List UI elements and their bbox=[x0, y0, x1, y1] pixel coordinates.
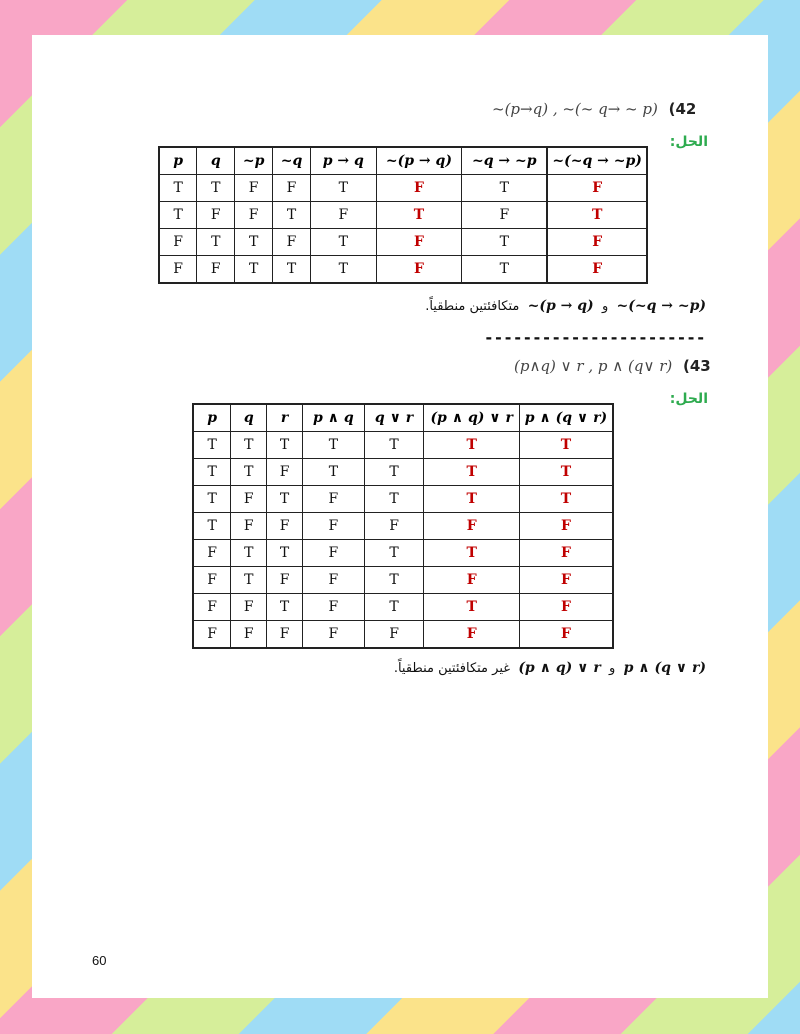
table-cell: T bbox=[231, 540, 267, 567]
table-row bbox=[193, 432, 613, 459]
table-cell: F bbox=[267, 621, 303, 649]
column-header: q bbox=[197, 147, 235, 175]
table-cell: T bbox=[462, 256, 548, 284]
table-cell: F bbox=[376, 229, 462, 256]
table-cell: F bbox=[303, 486, 365, 513]
conclusion-43-and: و bbox=[609, 661, 616, 676]
table-row bbox=[193, 621, 613, 649]
table-cell: F bbox=[159, 256, 197, 284]
table-cell: F bbox=[303, 567, 365, 594]
table-cell: F bbox=[303, 540, 365, 567]
problem-43-solution-label: الحل: bbox=[669, 391, 708, 407]
page-number: 60 bbox=[92, 953, 107, 968]
table-cell: T bbox=[159, 202, 197, 229]
table-cell: F bbox=[267, 567, 303, 594]
column-header: ~p bbox=[235, 147, 273, 175]
table-cell: T bbox=[364, 459, 424, 486]
table-cell: T bbox=[303, 432, 365, 459]
table-cell: T bbox=[376, 202, 462, 229]
column-header: q bbox=[231, 404, 267, 432]
table-cell: T bbox=[193, 486, 231, 513]
table-cell: T bbox=[424, 594, 520, 621]
table-row bbox=[193, 567, 613, 594]
table-cell: T bbox=[519, 459, 613, 486]
table-cell: T bbox=[273, 202, 311, 229]
table-cell: F bbox=[519, 594, 613, 621]
table-row bbox=[159, 175, 647, 202]
table-cell: T bbox=[193, 459, 231, 486]
table-cell: T bbox=[364, 432, 424, 459]
table-cell: F bbox=[519, 567, 613, 594]
table-cell: F bbox=[376, 175, 462, 202]
table-cell: T bbox=[197, 229, 235, 256]
column-header: r bbox=[267, 404, 303, 432]
table-cell: T bbox=[424, 432, 520, 459]
table-cell: F bbox=[364, 621, 424, 649]
table-cell: T bbox=[235, 256, 273, 284]
table-cell: T bbox=[424, 540, 520, 567]
table-cell: T bbox=[197, 175, 235, 202]
table-cell: F bbox=[193, 540, 231, 567]
table-cell: F bbox=[303, 594, 365, 621]
table-cell: T bbox=[231, 567, 267, 594]
table-cell: T bbox=[310, 175, 376, 202]
column-header: q ∨ r bbox=[364, 404, 424, 432]
table-cell: T bbox=[364, 540, 424, 567]
table-cell: F bbox=[547, 229, 647, 256]
table-row bbox=[159, 229, 647, 256]
conclusion-43-text: غير متكافئتين منطقياً. bbox=[393, 661, 511, 676]
table-cell: F bbox=[376, 256, 462, 284]
table-cell: F bbox=[231, 513, 267, 540]
table-cell: F bbox=[231, 594, 267, 621]
table-cell: T bbox=[519, 432, 613, 459]
table-cell: T bbox=[267, 540, 303, 567]
table-cell: F bbox=[424, 567, 520, 594]
table-cell: F bbox=[462, 202, 548, 229]
table-cell: T bbox=[231, 432, 267, 459]
problem-42-expression: ~(p→q) , ~(~ q→ ~ p) bbox=[492, 100, 658, 118]
table-cell: F bbox=[193, 621, 231, 649]
conclusion-42-text: متكافئتين منطقياً. bbox=[425, 299, 520, 314]
table-row bbox=[159, 202, 647, 229]
table-cell: T bbox=[547, 202, 647, 229]
table-cell: T bbox=[310, 256, 376, 284]
section-divider: ----------------------- bbox=[484, 328, 706, 347]
problem-43-conclusion bbox=[360, 660, 706, 676]
table-cell: F bbox=[424, 513, 520, 540]
column-header: p ∧ (q ∨ r) bbox=[519, 404, 613, 432]
table-cell: F bbox=[547, 256, 647, 284]
table-cell: F bbox=[197, 256, 235, 284]
table-cell: T bbox=[364, 486, 424, 513]
table-row bbox=[193, 540, 613, 567]
table-cell: F bbox=[519, 621, 613, 649]
table-cell: F bbox=[159, 229, 197, 256]
table-cell: T bbox=[519, 486, 613, 513]
table-cell: F bbox=[303, 513, 365, 540]
problem-42-heading bbox=[492, 100, 696, 118]
column-header: p bbox=[159, 147, 197, 175]
table-cell: F bbox=[273, 175, 311, 202]
column-header: p → q bbox=[310, 147, 376, 175]
column-header: ~q → ~p bbox=[462, 147, 548, 175]
conclusion-42-and: و bbox=[601, 299, 609, 314]
table-row bbox=[159, 256, 647, 284]
table-cell: F bbox=[424, 621, 520, 649]
table-cell: F bbox=[197, 202, 235, 229]
problem-42-conclusion bbox=[410, 298, 706, 314]
table-cell: T bbox=[273, 256, 311, 284]
table-cell: T bbox=[235, 229, 273, 256]
table-cell: F bbox=[235, 175, 273, 202]
table-cell: F bbox=[267, 513, 303, 540]
table-cell: T bbox=[364, 594, 424, 621]
table-cell: F bbox=[231, 486, 267, 513]
table-cell: F bbox=[303, 621, 365, 649]
column-header: p ∧ q bbox=[303, 404, 365, 432]
column-header: p bbox=[193, 404, 231, 432]
table-cell: T bbox=[159, 175, 197, 202]
column-header: ~(p → q) bbox=[376, 147, 462, 175]
table-cell: T bbox=[424, 486, 520, 513]
table-cell: T bbox=[231, 459, 267, 486]
table-cell: T bbox=[424, 459, 520, 486]
conclusion-43-expr-a: p ∧ (q ∨ r) bbox=[623, 660, 706, 676]
table-row bbox=[193, 459, 613, 486]
table-cell: T bbox=[193, 432, 231, 459]
truth-table-42 bbox=[158, 146, 648, 284]
table-cell: T bbox=[462, 229, 548, 256]
table-cell: F bbox=[273, 229, 311, 256]
table-cell: F bbox=[364, 513, 424, 540]
table-cell: T bbox=[462, 175, 548, 202]
problem-42-number: (42 bbox=[668, 100, 697, 118]
table-cell: F bbox=[547, 175, 647, 202]
table-cell: F bbox=[310, 202, 376, 229]
table-row bbox=[193, 486, 613, 513]
table-cell: F bbox=[193, 594, 231, 621]
conclusion-42-expr-a: ~(~q → ~p) bbox=[616, 298, 706, 314]
table-row bbox=[193, 513, 613, 540]
column-header: (p ∧ q) ∨ r bbox=[424, 404, 520, 432]
column-header: ~(~q → ~p) bbox=[547, 147, 647, 175]
table-cell: T bbox=[303, 459, 365, 486]
table-cell: F bbox=[231, 621, 267, 649]
problem-43-heading bbox=[514, 357, 711, 375]
table-cell: T bbox=[267, 486, 303, 513]
table-cell: F bbox=[267, 459, 303, 486]
conclusion-42-expr-b: ~(p → q) bbox=[527, 298, 594, 314]
problem-43-expression: (p∧q) ∨ r , p ∧ (q∨ r) bbox=[514, 357, 673, 375]
table-cell: T bbox=[364, 567, 424, 594]
table-cell: F bbox=[519, 513, 613, 540]
problem-42-solution-label: الحل: bbox=[669, 134, 708, 150]
column-header: ~q bbox=[273, 147, 311, 175]
table-cell: T bbox=[267, 594, 303, 621]
table-row bbox=[193, 594, 613, 621]
table-cell: F bbox=[235, 202, 273, 229]
truth-table-43 bbox=[192, 403, 614, 649]
table-cell: F bbox=[193, 567, 231, 594]
table-cell: T bbox=[267, 432, 303, 459]
table-cell: F bbox=[519, 540, 613, 567]
conclusion-43-expr-b: (p ∧ q) ∨ r bbox=[518, 660, 601, 676]
table-cell: T bbox=[193, 513, 231, 540]
problem-43-number: (43 bbox=[683, 357, 711, 375]
table-cell: T bbox=[310, 229, 376, 256]
